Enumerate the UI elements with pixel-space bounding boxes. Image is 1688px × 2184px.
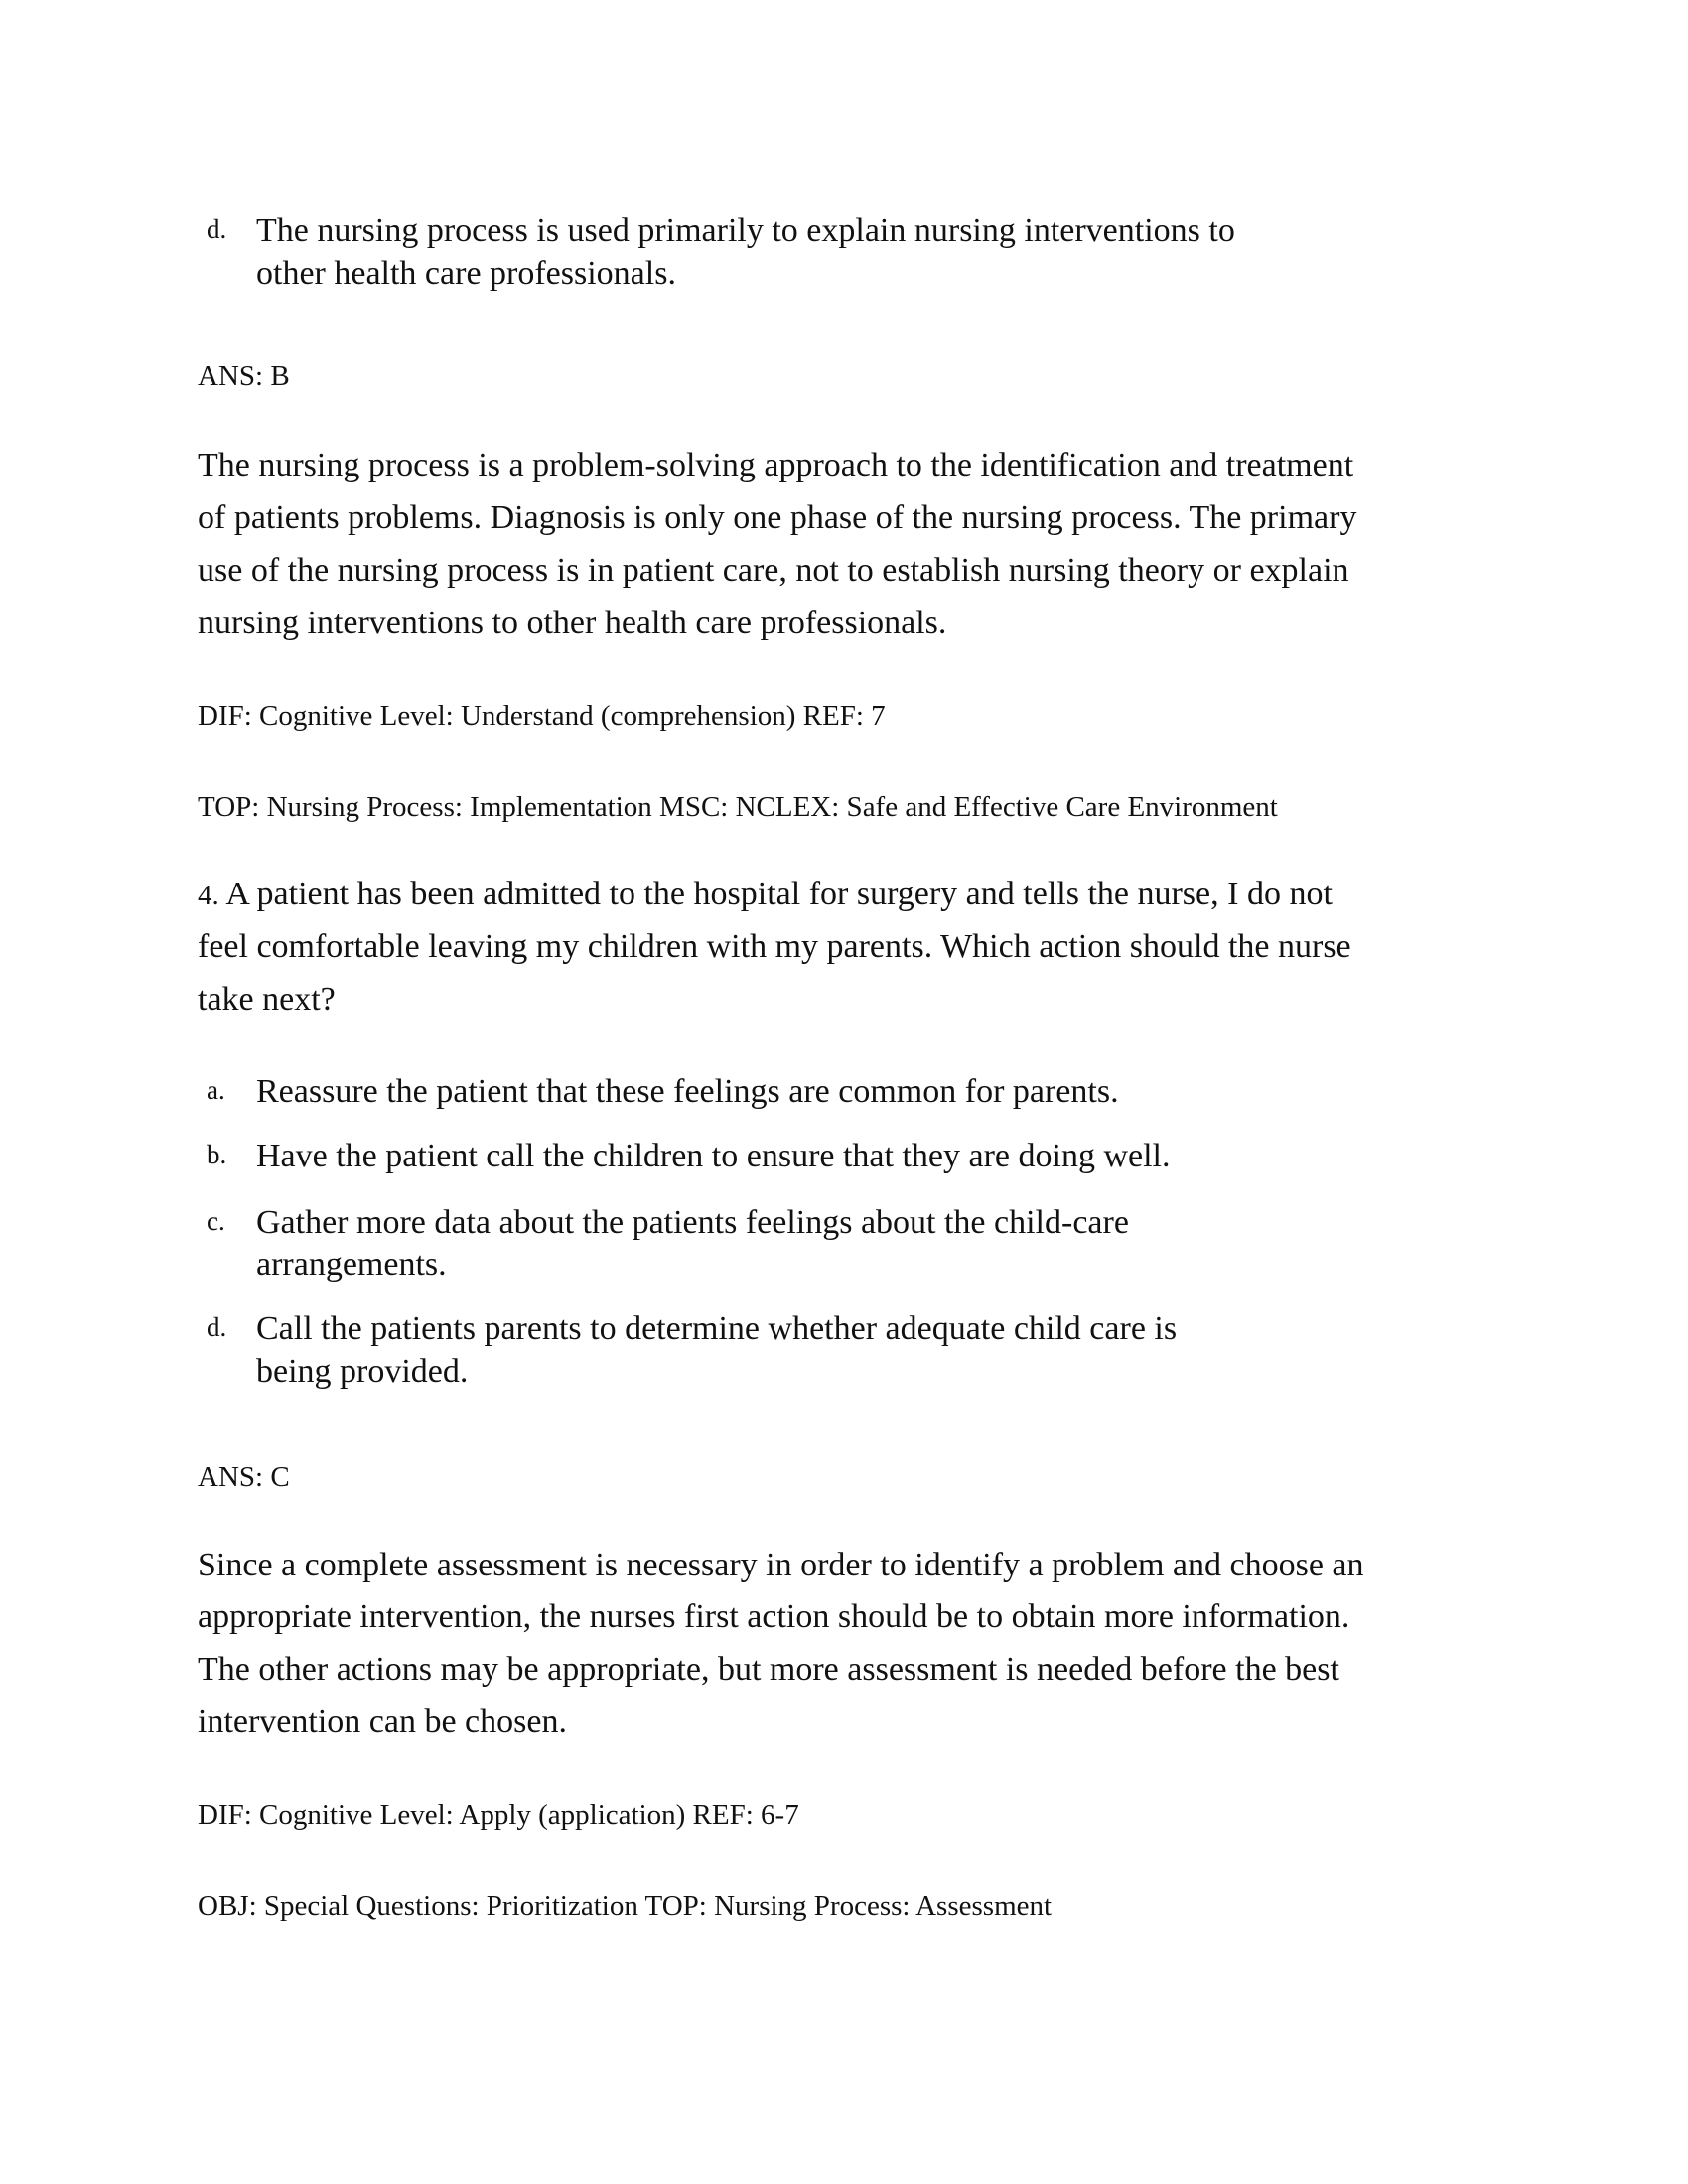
rationale-line: of patients problems. Diagnosis is only one phase of the nursing process. The primary — [198, 499, 1357, 536]
question-stem-line: feel comfortable leaving my children with my parents. Which action should the nurse — [198, 928, 1351, 965]
answer-label: ANS: C — [198, 1461, 290, 1493]
option-d: Call the patients parents to determine whether adequate child care is — [256, 1310, 1178, 1347]
rationale-line: The other actions may be appropriate, but more assessment is needed before the best — [198, 1651, 1339, 1688]
option-text: The nursing process is used primarily to explain nursing interventions to — [256, 212, 1235, 249]
option-letter: d. — [207, 214, 227, 244]
rationale-line: intervention can be chosen. — [198, 1704, 567, 1740]
option-b: Have the patient call the children to ensure that they are doing well. — [256, 1138, 1171, 1174]
rationale-line: appropriate intervention, the nurses first action should be to obtain more information. — [198, 1598, 1350, 1635]
question-stem-line: take next? — [198, 981, 336, 1018]
option-d: being provided. — [256, 1353, 469, 1390]
rationale-line: Since a complete assessment is necessary in order to identify a problem and choose an — [198, 1547, 1364, 1583]
option-letter: b. — [207, 1140, 227, 1169]
rationale-line: nursing interventions to other health care professionals. — [198, 605, 947, 641]
answer-label: ANS: B — [198, 360, 290, 392]
objective-meta: OBJ: Special Questions: Prioritization TOP: Nursing Process: Assessment — [198, 1890, 1053, 1922]
option-c: arrangements. — [256, 1246, 447, 1283]
question-stem-line: A patient has been admitted to the hospital for surgery and tells the nurse, I do not — [225, 876, 1333, 912]
difficulty-meta: DIF: Cognitive Level: Apply (application) REF: 6-7 — [198, 1799, 799, 1831]
question-stem — [198, 873, 1333, 916]
rationale-line: use of the nursing process is in patient care, not to establish nursing theory or explain — [198, 552, 1349, 589]
option-text: other health care professionals. — [256, 255, 676, 292]
difficulty-meta: DIF: Cognitive Level: Understand (comprehension) REF: 7 — [198, 700, 886, 732]
option-c: Gather more data about the patients feelings about the child-care — [256, 1204, 1129, 1241]
question-number: 4. — [198, 880, 219, 911]
option-letter: a. — [207, 1075, 225, 1105]
topic-meta: TOP: Nursing Process: Implementation MSC: NCLEX: Safe and Effective Care Environment — [198, 791, 1278, 823]
rationale-line: The nursing process is a problem-solving approach to the identification and treatment — [198, 447, 1354, 483]
option-letter: c. — [207, 1206, 225, 1236]
option-a: Reassure the patient that these feelings are common for parents. — [256, 1073, 1119, 1110]
option-letter: d. — [207, 1312, 227, 1342]
